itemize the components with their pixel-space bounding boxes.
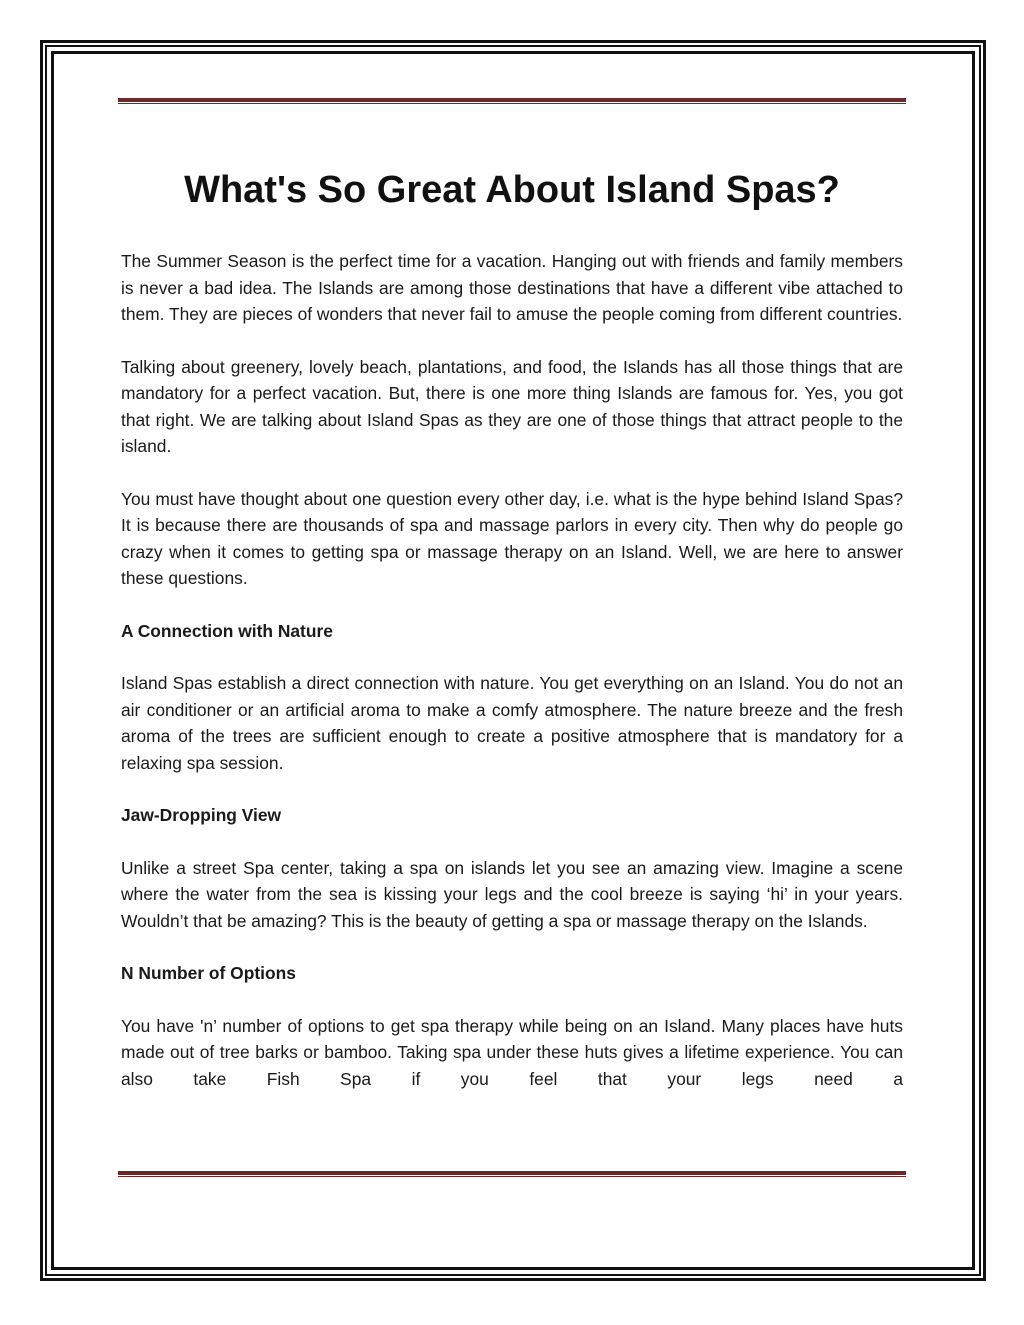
section-heading-nature: A Connection with Nature bbox=[121, 620, 333, 641]
intro-paragraph-1: The Summer Season is the perfect time for a vacation. Hanging out with friends and family members is never a bad idea. The Islands are among those destinations that have a different vibe attached to them. They are pieces of wonders that never fail to amuse the people coming from different countries. bbox=[121, 251, 903, 324]
document-body bbox=[121, 160, 903, 1118]
intro-paragraph-3: You must have thought about one question every other day, i.e. what is the hype behind Island Spas? It is because there are thousands of spa and massage parlors in every city. Then why do people go crazy when it comes to getting spa or massage therapy on an Island. Well, we are here to answer these questions. bbox=[121, 488, 903, 588]
intro-paragraph-2: Talking about greenery, lovely beach, plantations, and food, the Islands has all those things that are mandatory for a perfect vacation. But, there is one more thing Islands are famous for. Yes, you got that right. We are talking about Island Spas as they are one of those things that attract people to the island. bbox=[121, 356, 903, 456]
page-title: What's So Great About Island Spas? bbox=[184, 169, 840, 211]
section-text-nature: Island Spas establish a direct connection with nature. You get everything on an Island. You do not an air conditioner or an artificial aroma to make a comfy atmosphere. The nature breeze and the fresh aroma of the trees are sufficient enough to create a positive atmosphere that is mandatory for a relaxing spa session. bbox=[121, 673, 903, 773]
section-heading-view: Jaw-Dropping View bbox=[121, 805, 282, 825]
top-divider-rule bbox=[118, 98, 906, 105]
section-heading-options: N Number of Options bbox=[121, 963, 296, 983]
bottom-divider-rule bbox=[118, 1171, 906, 1178]
section-text-options: You have 'n’ number of options to get spa therapy while being on an Island. Many places have huts made out of tree barks or bamboo. Taking spa under these huts gives a lifetime experience. You can also take Fish Spa if you feel that your legs need a bbox=[121, 1015, 903, 1089]
section-text-view: Unlike a street Spa center, taking a spa on islands let you see an amazing view. Imagine a scene where the water from the sea is kissing your legs and the cool breeze is saying ‘hi’ in your years. Wouldn’t that be amazing? This is the beauty of getting a spa or massage therapy on the Islands. bbox=[121, 857, 903, 931]
